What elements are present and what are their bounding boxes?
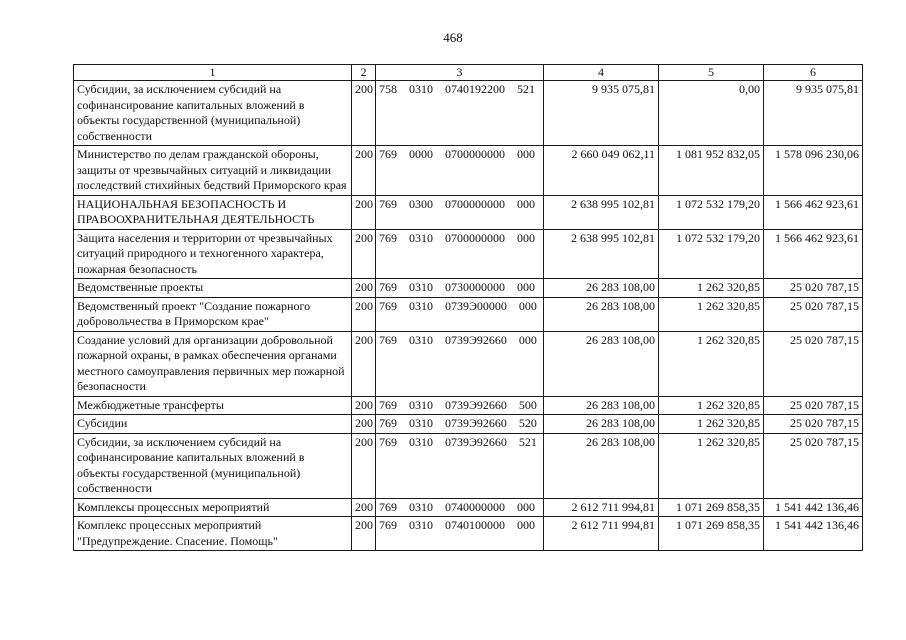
row-classification-code: 769 0310 0740100000 000 bbox=[376, 517, 544, 551]
row-value-col5: 1 262 320,85 bbox=[659, 433, 764, 498]
row-classification-code: 758 0310 0740192200 521 bbox=[376, 81, 544, 146]
table-row bbox=[74, 279, 863, 298]
row-value-col5: 1 071 269 858,35 bbox=[659, 498, 764, 517]
table-row bbox=[74, 195, 863, 229]
row-value-col5: 1 081 952 832,05 bbox=[659, 146, 764, 196]
row-name: Субсидии, за исключением субсидий на софинансирование капитальных вложений в объекты государственной (муниципальной) собственности bbox=[74, 81, 352, 146]
row-value-col4: 2 638 995 102,81 bbox=[544, 229, 659, 279]
row-value-col5: 1 072 532 179,20 bbox=[659, 195, 764, 229]
table-row bbox=[74, 146, 863, 196]
row-value-col4: 9 935 075,81 bbox=[544, 81, 659, 146]
row-value-col6: 1 566 462 923,61 bbox=[764, 229, 863, 279]
row-value-col6: 25 020 787,15 bbox=[764, 433, 863, 498]
row-value-col4: 2 612 711 994,81 bbox=[544, 498, 659, 517]
row-col2: 200 bbox=[352, 433, 376, 498]
row-value-col5: 1 262 320,85 bbox=[659, 396, 764, 415]
row-value-col6: 1 541 442 136,46 bbox=[764, 498, 863, 517]
row-value-col6: 9 935 075,81 bbox=[764, 81, 863, 146]
table-row bbox=[74, 415, 863, 434]
row-value-col6: 25 020 787,15 bbox=[764, 396, 863, 415]
row-classification-code: 769 0310 0739Э92660 500 bbox=[376, 396, 544, 415]
column-header: 5 bbox=[659, 65, 764, 81]
row-value-col4: 2 612 711 994,81 bbox=[544, 517, 659, 551]
row-name: Субсидии bbox=[74, 415, 352, 434]
row-col2: 200 bbox=[352, 498, 376, 517]
row-name: Ведомственные проекты bbox=[74, 279, 352, 298]
row-col2: 200 bbox=[352, 195, 376, 229]
row-col2: 200 bbox=[352, 279, 376, 298]
column-header: 2 bbox=[352, 65, 376, 81]
row-classification-code: 769 0300 0700000000 000 bbox=[376, 195, 544, 229]
row-value-col4: 26 283 108,00 bbox=[544, 433, 659, 498]
row-value-col5: 1 262 320,85 bbox=[659, 279, 764, 298]
table-row bbox=[74, 81, 863, 146]
row-value-col5: 1 072 532 179,20 bbox=[659, 229, 764, 279]
row-value-col5: 0,00 bbox=[659, 81, 764, 146]
row-col2: 200 bbox=[352, 81, 376, 146]
row-value-col6: 25 020 787,15 bbox=[764, 331, 863, 396]
table-row bbox=[74, 517, 863, 551]
column-header: 6 bbox=[764, 65, 863, 81]
row-col2: 200 bbox=[352, 396, 376, 415]
row-classification-code: 769 0310 0739Э92660 520 bbox=[376, 415, 544, 434]
row-value-col6: 1 541 442 136,46 bbox=[764, 517, 863, 551]
row-name: Создание условий для организации добровольной пожарной охраны, в рамках обеспечения органами местного самоуправления первичных мер пожарной безопасности bbox=[74, 331, 352, 396]
row-value-col4: 26 283 108,00 bbox=[544, 279, 659, 298]
row-value-col4: 2 638 995 102,81 bbox=[544, 195, 659, 229]
row-value-col4: 26 283 108,00 bbox=[544, 396, 659, 415]
table-row bbox=[74, 498, 863, 517]
row-name: Межбюджетные трансферты bbox=[74, 396, 352, 415]
row-name: Защита населения и территории от чрезвычайных ситуаций природного и техногенного характера, пожарная безопасность bbox=[74, 229, 352, 279]
row-classification-code: 769 0310 0739Э92660 521 bbox=[376, 433, 544, 498]
row-classification-code: 769 0000 0700000000 000 bbox=[376, 146, 544, 196]
column-header: 4 bbox=[544, 65, 659, 81]
row-name: Ведомственный проект "Создание пожарного добровольчества в Приморском крае" bbox=[74, 297, 352, 331]
row-value-col5: 1 071 269 858,35 bbox=[659, 517, 764, 551]
row-col2: 200 bbox=[352, 517, 376, 551]
row-name: Комплекс процессных мероприятий "Предупреждение. Спасение. Помощь" bbox=[74, 517, 352, 551]
row-value-col4: 2 660 049 062,11 bbox=[544, 146, 659, 196]
row-classification-code: 769 0310 0700000000 000 bbox=[376, 229, 544, 279]
row-classification-code: 769 0310 0739Э00000 000 bbox=[376, 297, 544, 331]
table-row bbox=[74, 396, 863, 415]
table-row bbox=[74, 433, 863, 498]
column-header: 1 bbox=[74, 65, 352, 81]
row-classification-code: 769 0310 0740000000 000 bbox=[376, 498, 544, 517]
row-value-col4: 26 283 108,00 bbox=[544, 331, 659, 396]
table-row bbox=[74, 229, 863, 279]
row-value-col6: 1 566 462 923,61 bbox=[764, 195, 863, 229]
row-value-col4: 26 283 108,00 bbox=[544, 297, 659, 331]
row-classification-code: 769 0310 0730000000 000 bbox=[376, 279, 544, 298]
column-header: 3 bbox=[376, 65, 544, 81]
row-col2: 200 bbox=[352, 297, 376, 331]
row-value-col4: 26 283 108,00 bbox=[544, 415, 659, 434]
row-value-col5: 1 262 320,85 bbox=[659, 331, 764, 396]
row-name: Субсидии, за исключением субсидий на софинансирование капитальных вложений в объекты государственной (муниципальной) собственности bbox=[74, 433, 352, 498]
row-col2: 200 bbox=[352, 229, 376, 279]
page-number: 468 bbox=[443, 30, 463, 45]
row-name: Комплексы процессных мероприятий bbox=[74, 498, 352, 517]
row-value-col5: 1 262 320,85 bbox=[659, 415, 764, 434]
row-col2: 200 bbox=[352, 146, 376, 196]
table-row bbox=[74, 331, 863, 396]
row-value-col6: 25 020 787,15 bbox=[764, 279, 863, 298]
row-name: Министерство по делам гражданской обороны, защиты от чрезвычайных ситуаций и ликвидации последствий стихийных бедствий Приморского края bbox=[74, 146, 352, 196]
table-row bbox=[74, 297, 863, 331]
table-header-row bbox=[74, 65, 863, 81]
row-value-col6: 25 020 787,15 bbox=[764, 297, 863, 331]
row-col2: 200 bbox=[352, 415, 376, 434]
budget-table bbox=[73, 64, 863, 551]
row-value-col6: 1 578 096 230,06 bbox=[764, 146, 863, 196]
row-value-col6: 25 020 787,15 bbox=[764, 415, 863, 434]
row-name: НАЦИОНАЛЬНАЯ БЕЗОПАСНОСТЬ И ПРАВООХРАНИТЕЛЬНАЯ ДЕЯТЕЛЬНОСТЬ bbox=[74, 195, 352, 229]
row-col2: 200 bbox=[352, 331, 376, 396]
row-value-col5: 1 262 320,85 bbox=[659, 297, 764, 331]
row-classification-code: 769 0310 0739Э92660 000 bbox=[376, 331, 544, 396]
